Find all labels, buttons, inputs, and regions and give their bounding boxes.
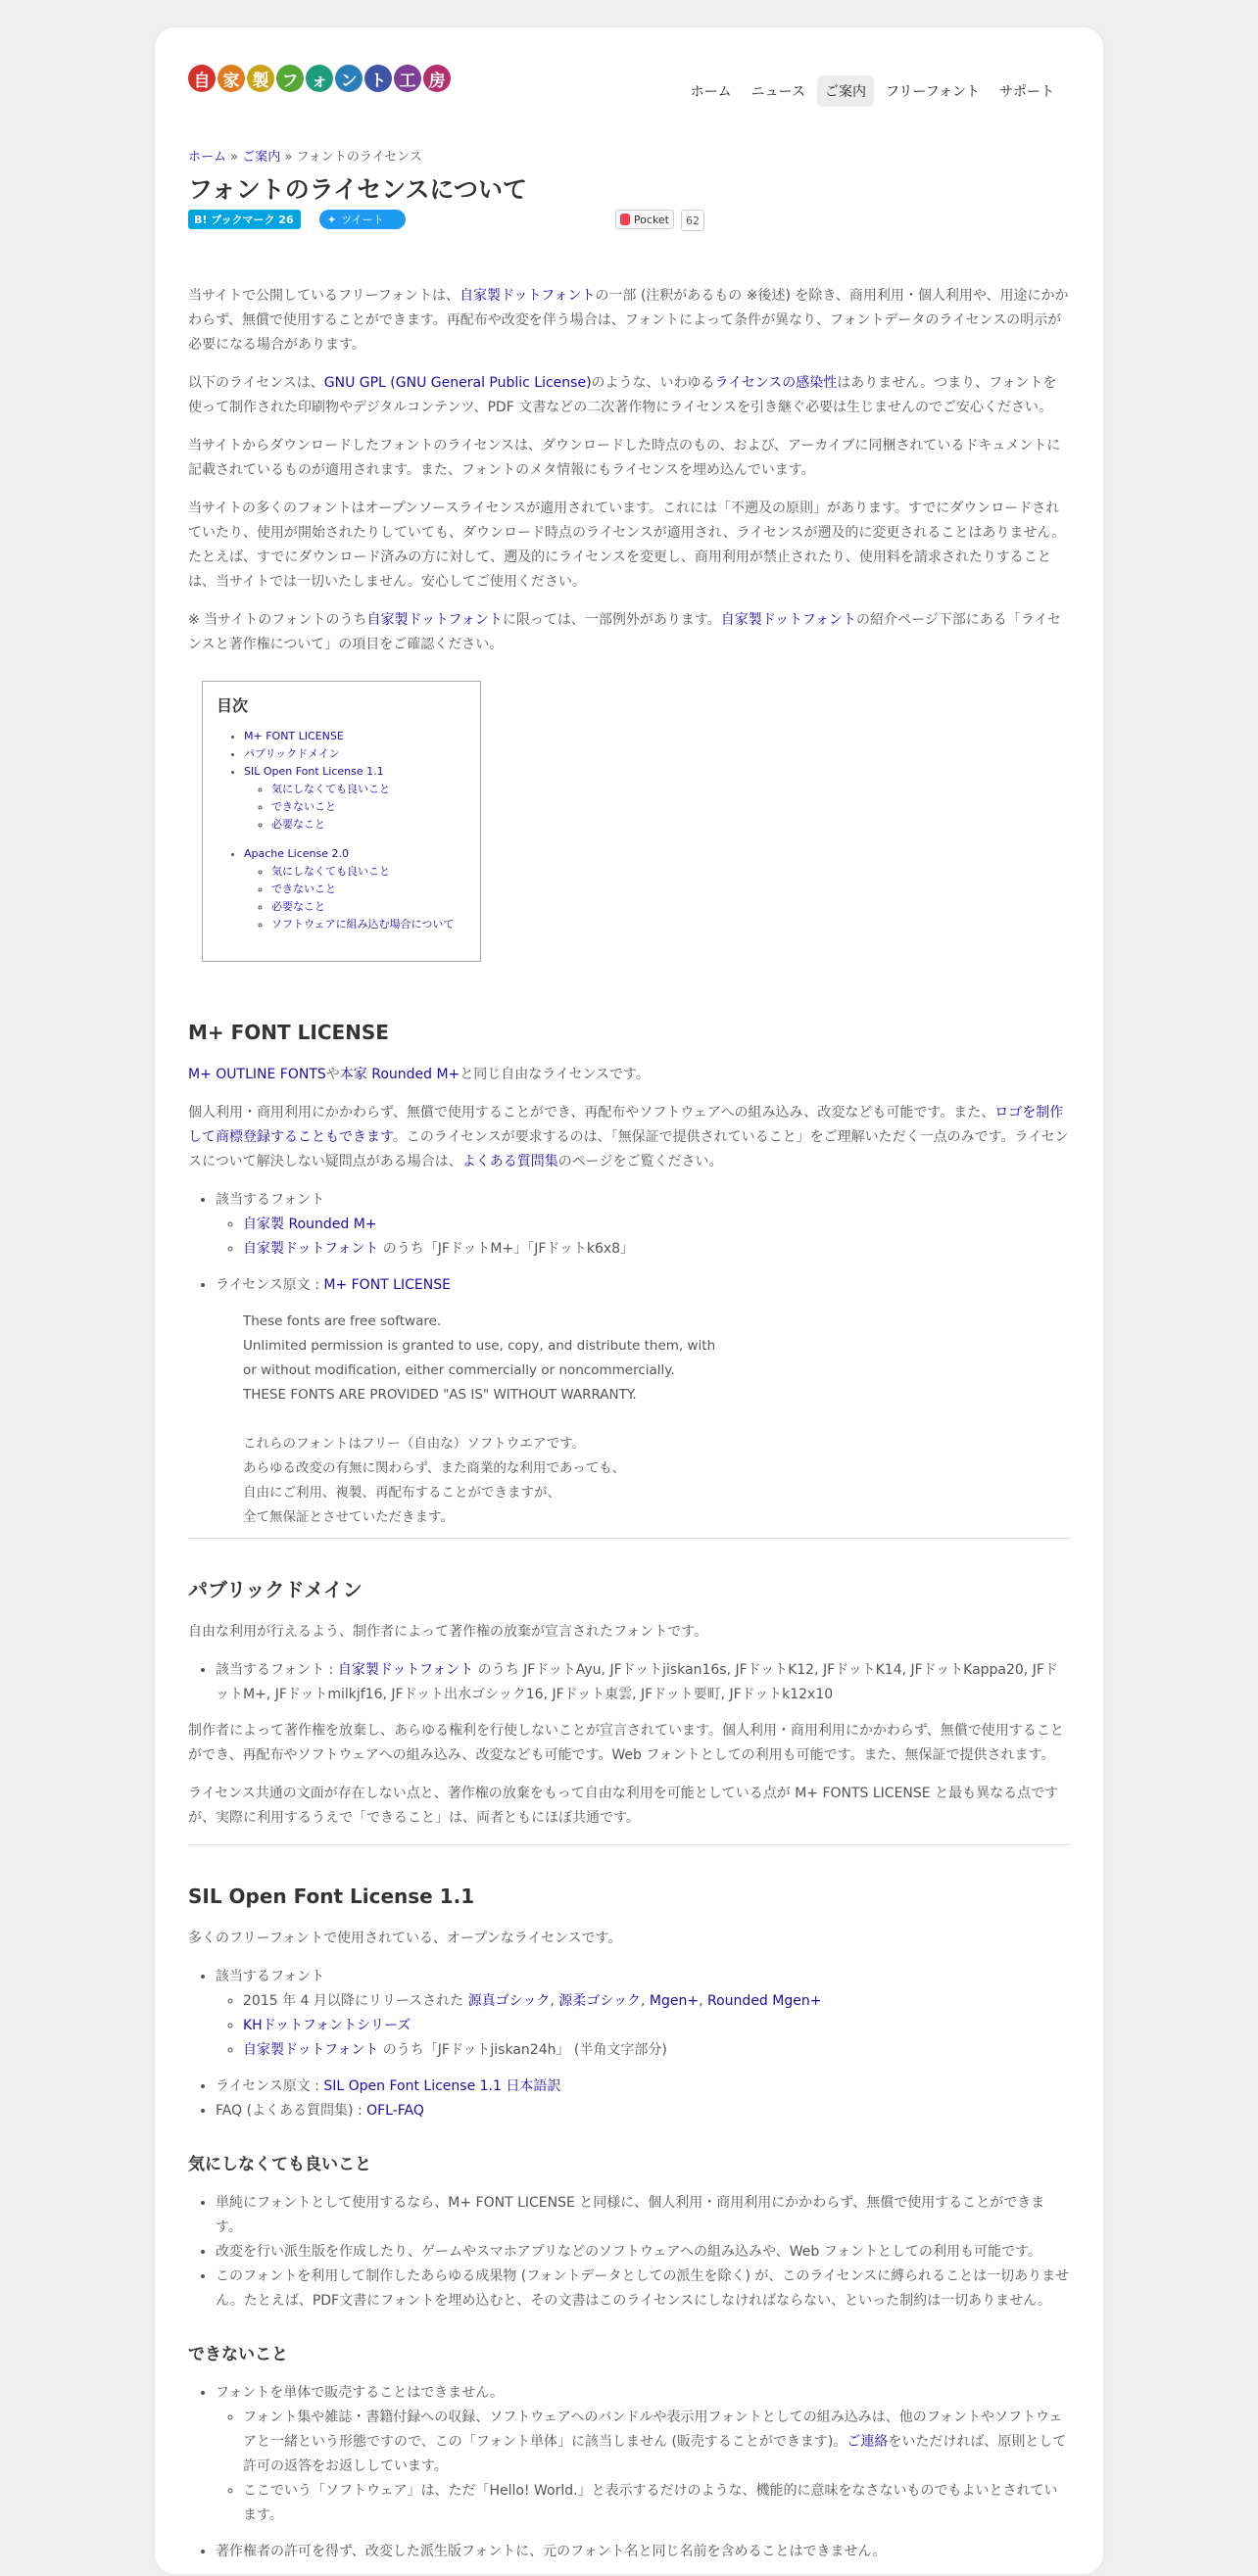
tweet-button[interactable] bbox=[319, 210, 406, 229]
logo-char: 房 bbox=[423, 65, 451, 92]
text: をいただければ、原則として許可の返答をお返ししています。 bbox=[243, 2434, 1067, 2474]
link-mplus-license[interactable]: M+ FONT LICENSE bbox=[323, 1277, 451, 1293]
text: , bbox=[550, 1993, 559, 2009]
toc-link[interactable]: できないこと bbox=[271, 800, 336, 813]
text: 該当するフォント bbox=[216, 1969, 325, 1984]
link-kh-dot-font[interactable]: KHドットフォントシリーズ bbox=[243, 2018, 411, 2033]
mplus-paragraph-2 bbox=[188, 1101, 1070, 1174]
toc-item bbox=[244, 728, 466, 745]
list-item bbox=[243, 2406, 1070, 2479]
intro-paragraph-3: 当サイトからダウンロードしたフォントのライセンスは、ダウンロードした時点のもの、および、アーカイブに同梱されているドキュメントに記載されているものが適用されます。また、フォントのメタ情報にもライセンスを埋め込んでいます。 bbox=[188, 438, 1061, 478]
hatena-bookmark-button[interactable]: B! ブックマーク 26 bbox=[188, 210, 301, 229]
text: 以下のライセンスは、 bbox=[188, 375, 324, 391]
link-gnu-gpl[interactable]: GNU GPL (GNU General Public License) bbox=[323, 375, 592, 391]
nav-guide[interactable]: ご案内 bbox=[817, 75, 874, 107]
pocket-button[interactable] bbox=[615, 210, 674, 229]
pd-paragraph-1: 自由な利用が行えるよう、制作者によって著作権の放棄が宣言されたフォントです。 bbox=[188, 1624, 708, 1640]
intro-paragraph-1 bbox=[188, 284, 1070, 358]
text: 該当するフォント bbox=[216, 1192, 325, 1208]
pd-list bbox=[188, 1658, 1070, 1707]
tweet-label: ツイート bbox=[341, 214, 384, 226]
link-mplus-outline[interactable]: M+ OUTLINE FONTS bbox=[188, 1067, 326, 1082]
nav-support[interactable]: サポート bbox=[999, 84, 1054, 100]
quote-line: 自由にご利用、複製、再配布することができますが、 bbox=[243, 1485, 560, 1501]
text: や bbox=[325, 1067, 340, 1082]
main-nav bbox=[683, 75, 1062, 107]
logo-char: 自 bbox=[188, 65, 216, 92]
list-item: ◦ ここでいう「ソフトウェア」は、ただ「Hello! World.」と表示するだけのような、機能的に意味をなさないものでもよいとされています。 bbox=[243, 2479, 1070, 2528]
text: フォント集や雑誌・書籍付録への収録、ソフトウェアへのバンドルや表示用フォントとしての組み込みは、他のフォントやソフトウェアと一緒という形態ですので、この「フォント単体」に該当しません (販売することができます)。 bbox=[243, 2409, 1063, 2450]
section-heading-mplus: M+ FONT LICENSE bbox=[188, 1021, 389, 1044]
sil-paragraph-1: 多くのフリーフォントで使用されている、オープンなライセンスです。 bbox=[188, 1931, 622, 1946]
list-item bbox=[243, 1989, 1070, 2014]
link-jikasei-rounded-mplus[interactable]: 自家製 Rounded M+ bbox=[243, 1216, 377, 1232]
license-quote bbox=[243, 1310, 1070, 1530]
link-genjyuu-gothic[interactable]: 源柔ゴシック bbox=[558, 1993, 642, 2009]
toc-link[interactable]: 気にしなくても良いこと bbox=[271, 865, 390, 878]
text: , bbox=[699, 1993, 708, 2009]
toc-link[interactable]: 必要なこと bbox=[271, 900, 325, 913]
link-contact[interactable]: ご連絡 bbox=[847, 2434, 889, 2450]
quote-line: THESE FONTS ARE PROVIDED "AS IS" WITHOUT WARRANTY. bbox=[243, 1387, 637, 1403]
logo-char: フ bbox=[276, 65, 304, 92]
text: FAQ (よくある質問集) : bbox=[216, 2103, 367, 2119]
pocket-icon bbox=[620, 214, 630, 225]
text: はありません。つまり、フォントを使って制作された印刷物やデジタルコンテンツ、PDF 文書などの二次著作物にライセンスを引き継ぐ必要は生じませんのでご安心ください。 bbox=[188, 375, 1057, 415]
link-license-infection[interactable]: ライセンスの感染性 bbox=[714, 375, 838, 391]
article-body bbox=[188, 284, 1070, 2576]
toc-link[interactable]: 必要なこと bbox=[271, 818, 325, 831]
text: の一部 (注釈があるもの ※後述) を除き、商用利用・個人利用や、用途にかかわらず、無償で使用することができます。再配布や改変を伴う場合は、フォントによって条件が異なり、フォントデータのライセンスの明示が必要になる場合があります。 bbox=[188, 288, 1069, 353]
section-heading-public-domain: パブリックドメイン bbox=[188, 1578, 363, 1601]
link-jikasei-dot-font[interactable]: 自家製ドットフォント bbox=[337, 1662, 474, 1678]
divider bbox=[188, 1844, 1070, 1845]
list-item bbox=[216, 2075, 1070, 2099]
list-item bbox=[243, 2014, 1070, 2038]
text: ライセンス原文 : bbox=[216, 2078, 324, 2094]
link-rounded-mgen-plus[interactable]: Rounded Mgen+ bbox=[707, 1993, 822, 2009]
quote-line: These fonts are free software. bbox=[243, 1313, 442, 1329]
breadcrumb bbox=[188, 146, 422, 165]
mplus-list bbox=[188, 1188, 1070, 1298]
breadcrumb-current: フォントのライセンス bbox=[296, 150, 422, 165]
toc-link[interactable]: 気にしなくても良いこと bbox=[271, 783, 390, 795]
toc-title: 目次 bbox=[217, 696, 249, 715]
subheading-ng: できないこと bbox=[188, 2345, 288, 2364]
quote-line: or without modification, either commercially or noncommercially. bbox=[243, 1362, 675, 1378]
sublist bbox=[216, 1213, 1070, 1262]
text: に限っては、一部例外があります。 bbox=[502, 612, 721, 628]
page-title: フォントのライセンスについて bbox=[188, 175, 528, 204]
text: の紹介ページ下部にある「ライセンスと著作権について」の項目をご確認ください。 bbox=[188, 612, 1061, 652]
logo-char: ン bbox=[335, 65, 363, 92]
link-jikasei-dot-font[interactable]: 自家製ドットフォント bbox=[460, 288, 596, 304]
nav-home[interactable]: ホーム bbox=[690, 84, 732, 100]
list-item bbox=[216, 1273, 1070, 1298]
text: 当サイトで公開しているフリーフォントは、 bbox=[188, 288, 460, 304]
toc-subitem bbox=[271, 781, 466, 798]
list-item: • このフォントを利用して制作したあらゆる成果物 (フォントデータとしての派生を除く) が、このライセンスに縛られることは一切ありません。たとえば、PDF文書にフォントを埋め込むと、その文書はこのライセンスにしなければならない、といった制約は一切ありません。 bbox=[216, 2265, 1070, 2314]
text: フォントを単体で販売することはできません。 bbox=[216, 2385, 505, 2401]
toc-subitem bbox=[271, 816, 466, 834]
sublist bbox=[216, 1989, 1070, 2063]
text: と同じ自由なライセンスです。 bbox=[460, 1067, 650, 1082]
toc-link[interactable]: Apache License 2.0 bbox=[244, 847, 349, 860]
sil-ng-list bbox=[188, 2381, 1070, 2564]
link-rounded-mplus[interactable]: 本家 Rounded M+ bbox=[339, 1067, 460, 1082]
list-item bbox=[216, 2381, 1070, 2528]
toc-item bbox=[244, 745, 466, 763]
text: ※ 当サイトのフォントのうち bbox=[188, 612, 367, 628]
toc-subitem bbox=[271, 863, 466, 881]
table-of-contents bbox=[202, 681, 481, 962]
pocket-count: 62 bbox=[681, 210, 704, 231]
intro-paragraph-2 bbox=[188, 371, 1070, 420]
toc-list bbox=[217, 728, 466, 933]
text: ライセンス原文 : bbox=[216, 1277, 324, 1293]
toc-link[interactable]: M+ FONT LICENSE bbox=[244, 730, 344, 742]
breadcrumb-sep: » bbox=[230, 150, 239, 165]
toc-subitem bbox=[271, 898, 466, 916]
text: 該当するフォント : bbox=[216, 1662, 338, 1678]
list-item bbox=[216, 1658, 1070, 1707]
link-jikasei-dot-font[interactable]: 自家製ドットフォント bbox=[243, 1241, 379, 1257]
subheading-ok: 気にしなくても良いこと bbox=[188, 2155, 371, 2174]
text: 2015 年 4 月以降にリリースされた bbox=[243, 1993, 468, 2009]
nav-news[interactable]: ニュース bbox=[750, 84, 805, 100]
mplus-paragraph-1 bbox=[188, 1063, 1070, 1087]
toc-item bbox=[244, 763, 466, 834]
toc-link[interactable]: できないこと bbox=[271, 883, 336, 895]
link-sil-ofl-ja[interactable]: SIL Open Font License 1.1 日本語訳 bbox=[323, 2078, 561, 2094]
list-item bbox=[243, 1213, 1070, 1237]
text: のような、いわゆる bbox=[591, 375, 715, 391]
link-jikasei-dot-font[interactable]: 自家製ドットフォント bbox=[366, 612, 503, 628]
list-item bbox=[216, 1965, 1070, 2063]
breadcrumb-guide[interactable]: ご案内 bbox=[242, 150, 281, 165]
sil-ok-list bbox=[188, 2191, 1070, 2314]
link-jikasei-dot-font[interactable]: 自家製ドットフォント bbox=[243, 2042, 379, 2058]
link-jikasei-dot-font[interactable]: 自家製ドットフォント bbox=[720, 612, 857, 628]
toc-subitem bbox=[271, 916, 466, 933]
breadcrumb-home[interactable]: ホーム bbox=[188, 150, 227, 165]
toc-subitem bbox=[271, 798, 466, 816]
list-item bbox=[216, 2099, 1070, 2123]
toc-link[interactable]: パブリックドメイン bbox=[244, 747, 340, 760]
list-item: • 著作権者の許可を得ず、改変した派生版フォントに、元のフォント名と同じ名前を含めることはできません。 bbox=[216, 2540, 1070, 2564]
quote-line: Unlimited permission is granted to use, copy, and distribute them, with bbox=[243, 1338, 716, 1354]
logo-char: ト bbox=[364, 65, 392, 92]
sublist bbox=[216, 2406, 1070, 2528]
intro-paragraph-5 bbox=[188, 608, 1070, 657]
link-mgen-plus[interactable]: Mgen+ bbox=[649, 1993, 700, 2009]
link-faq[interactable]: よくある質問集 bbox=[461, 1154, 558, 1169]
link-logo-trademark[interactable]: ロゴを制作して商標登録することもできます bbox=[188, 1105, 1064, 1145]
toc-link[interactable]: ソフトウェアに組み込む場合について bbox=[271, 918, 455, 930]
divider bbox=[188, 1538, 1070, 1539]
quote-line: あらゆる改変の有無に関わらず、また商業的な利用であっても、 bbox=[243, 1460, 626, 1476]
toc-sublist bbox=[244, 781, 466, 834]
link-ofl-faq[interactable]: OFL-FAQ bbox=[366, 2103, 424, 2119]
text: 個人利用・商用利用にかかわらず、無償で使用することができ、再配布やソフトウェアへの組み込み、改変なども可能です。また、 bbox=[188, 1105, 995, 1121]
text: のうち「JFドットjiskan24h」 (半角文字部分) bbox=[378, 2042, 667, 2058]
toc-sublist bbox=[244, 863, 466, 933]
page-card bbox=[155, 27, 1103, 2574]
nav-free-fonts[interactable]: フリーフォント bbox=[885, 84, 980, 100]
toc-item bbox=[244, 845, 466, 933]
twitter-bird-icon: ✦ bbox=[327, 213, 337, 226]
intro-paragraph-4: 当サイトの多くのフォントはオープンソースライセンスが適用されています。これには「不遡及の原則」があります。すでにダウンロードされていたり、使用が開始されたりしていても、ダウンロード時点のライセンスが適用され、ライセンスが遡及的に変更されることはありません。たとえば、すでにダウンロード済みの方に対して、遡及的にライセンスを変更し、商用利用が禁止されたり、使用料を請求されたりすることは、当サイトでは一切いたしません。安心してご使用ください。 bbox=[188, 501, 1066, 590]
list-item bbox=[243, 1237, 1070, 1262]
pd-paragraph-2: 制作者によって著作権を放棄し、あらゆる権利を行使しないことが宣言されています。個人利用・商用利用にかかわらず、無償で使用することができ、再配布やソフトウェアへの組み込み、改変なども可能です。Web フォントとしての利用も可能です。また、無保証で提供されます。 bbox=[188, 1723, 1064, 1763]
pd-paragraph-3: ライセンス共通の文面が存在しない点と、著作権の放棄をもって自由な利用を可能としている点が M+ FONTS LICENSE と最も異なる点ですが、実際に利用するうえで「できること」は、両者ともにほぼ共通です。 bbox=[188, 1786, 1059, 1826]
list-item: • 改変を行い派生版を作成したり、ゲームやスマホアプリなどのソフトウェアへの組み込みや、Web フォントとしての利用も可能です。 bbox=[216, 2240, 1070, 2265]
pocket-label: Pocket bbox=[633, 213, 669, 226]
logo-char: ォ bbox=[306, 65, 333, 92]
link-genshin-gothic[interactable]: 源真ゴシック bbox=[467, 1993, 551, 2009]
logo-char: 工 bbox=[394, 65, 421, 92]
text: 。このライセンスが要求するのは、「無保証で提供されていること」をご理解いただく一点のみです。ライセンスについて解決しない疑問点がある場合は、 bbox=[188, 1129, 1069, 1169]
list-item: • 単純にフォントとして使用するなら、M+ FONT LICENSE と同様に、個人利用・商用利用にかかわらず、無償で使用することができます。 bbox=[216, 2191, 1070, 2240]
text: のうち「JFドットM+」「JFドットk6x8」 bbox=[378, 1241, 635, 1257]
toc-subitem bbox=[271, 881, 466, 898]
sil-list bbox=[188, 1965, 1070, 2123]
breadcrumb-sep: » bbox=[284, 150, 293, 165]
quote-line: 全て無保証とさせていただきます。 bbox=[243, 1509, 454, 1525]
logo-char: 製 bbox=[247, 65, 274, 92]
toc-link[interactable]: SIL Open Font License 1.1 bbox=[244, 765, 384, 778]
text: のうち JFドットAyu, JFドットjiskan16s, JFドットK12, JFドットK14, JFドットKappa20, JFドットM+, JFドットmilkjf16, JFドット出水ゴシック16, JFドット東雲, JFドット要町, JFドットk12x10 bbox=[216, 1662, 1058, 1702]
list-item bbox=[243, 2038, 1070, 2063]
list-item bbox=[216, 1188, 1070, 1262]
site-logo[interactable] bbox=[188, 65, 451, 92]
quote-line: これらのフォントはフリー（自由な）ソフトウエアです。 bbox=[243, 1436, 586, 1452]
quote-spacer bbox=[243, 1407, 1070, 1432]
text: のページをご覧ください。 bbox=[557, 1154, 723, 1169]
logo-char: 家 bbox=[218, 65, 245, 92]
text: , bbox=[641, 1993, 650, 2009]
section-heading-sil: SIL Open Font License 1.1 bbox=[188, 1884, 475, 1908]
